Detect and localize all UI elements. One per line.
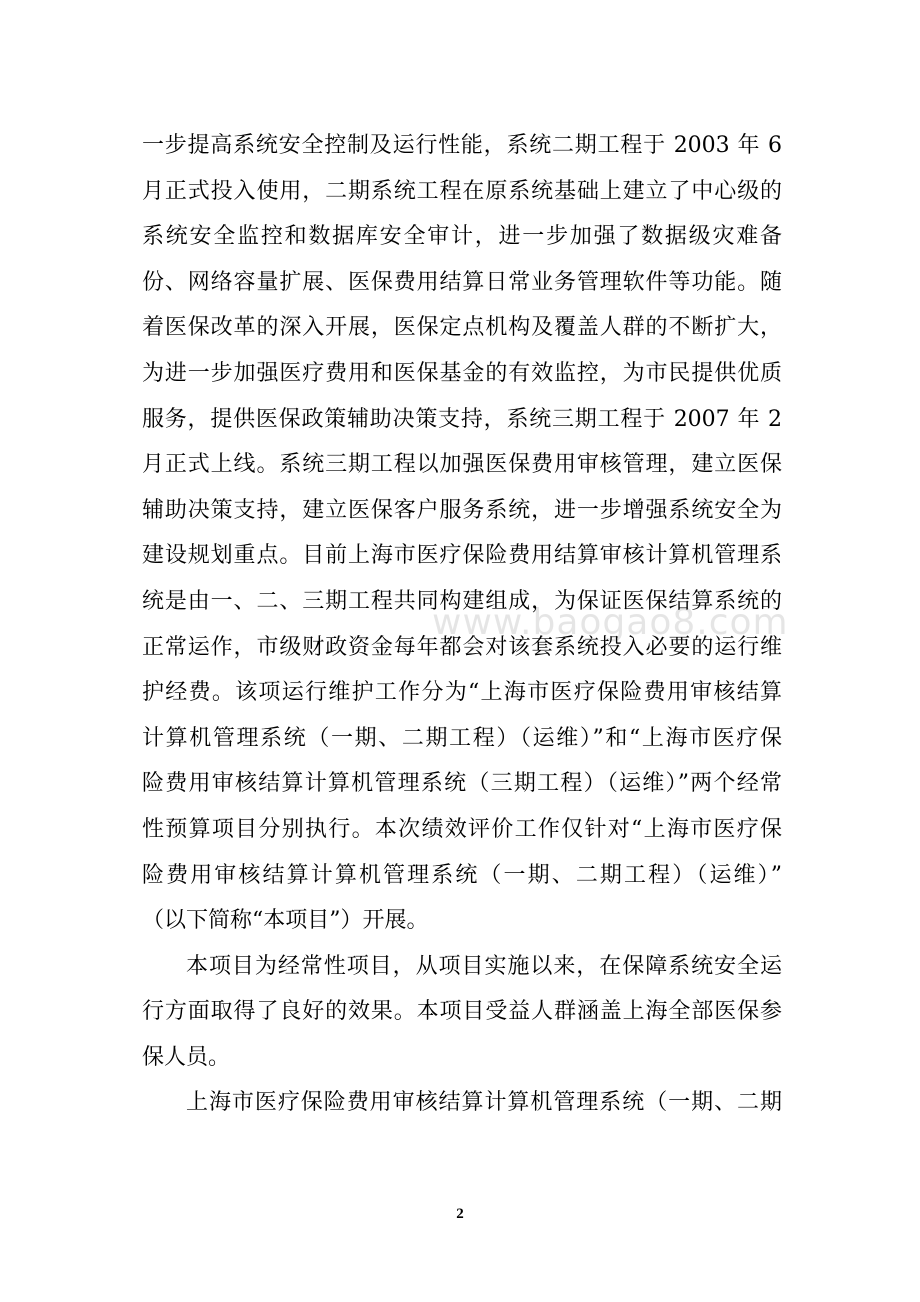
text-line: 服务，提供医保政策辅助决策支持，系统三期工程于 2007 年 2	[142, 406, 782, 432]
text-line: 计算机管理系统（一期、二期工程）（运维）”和“上海市医疗保	[142, 725, 782, 751]
page-number: 2	[456, 1206, 464, 1222]
text-line: 险费用审核结算计算机管理系统（三期工程）（运维）”两个经常	[142, 771, 782, 797]
text-line: 月正式上线。系统三期工程以加强医保费用审核管理，建立医保	[142, 452, 782, 478]
text-line: 险费用审核结算计算机管理系统（一期、二期工程）（运维）”	[142, 862, 782, 888]
text-line: 性预算项目分别执行。本次绩效评价工作仅针对“上海市医疗保	[142, 816, 782, 842]
text-line: （以下简称“本项目”）开展。	[142, 908, 429, 934]
text-line: 保人员。	[142, 1044, 231, 1070]
text-line: 本项目为经常性项目，从项目实施以来，在保障系统安全运	[186, 953, 782, 979]
text-line: 着医保改革的深入开展，医保定点机构及覆盖人群的不断扩大，	[142, 315, 782, 341]
text-line: 统是由一、二、三期工程共同构建组成，为保证医保结算系统的	[142, 588, 782, 614]
text-line: 为进一步加强医疗费用和医保基金的有效监控，为市民提供优质	[142, 360, 782, 386]
text-line: 建设规划重点。目前上海市医疗保险费用结算审核计算机管理系	[142, 543, 782, 569]
text-line: 正常运作，市级财政资金每年都会对该套系统投入必要的运行维	[142, 634, 782, 660]
text-line: 一步提高系统安全控制及运行性能，系统二期工程于 2003 年 6	[142, 133, 782, 158]
watermark: www.baogao8.com	[432, 602, 789, 643]
text-line: 辅助决策支持，建立医保客户服务系统，进一步增强系统安全为	[142, 497, 782, 523]
text-line: 上海市医疗保险费用审核结算计算机管理系统（一期、二期	[186, 1090, 782, 1116]
text-line: 系统安全监控和数据库安全审计，进一步加强了数据级灾难备	[142, 224, 782, 250]
text-line: 份、网络容量扩展、医保费用结算日常业务管理软件等功能。随	[142, 269, 782, 295]
text-line: 行方面取得了良好的效果。本项目受益人群涵盖上海全部医保参	[142, 999, 782, 1025]
text-line: 护经费。该项运行维护工作分为“上海市医疗保险费用审核结算	[142, 680, 782, 706]
text-line: 月正式投入使用，二期系统工程在原系统基础上建立了中心级的	[142, 178, 782, 204]
